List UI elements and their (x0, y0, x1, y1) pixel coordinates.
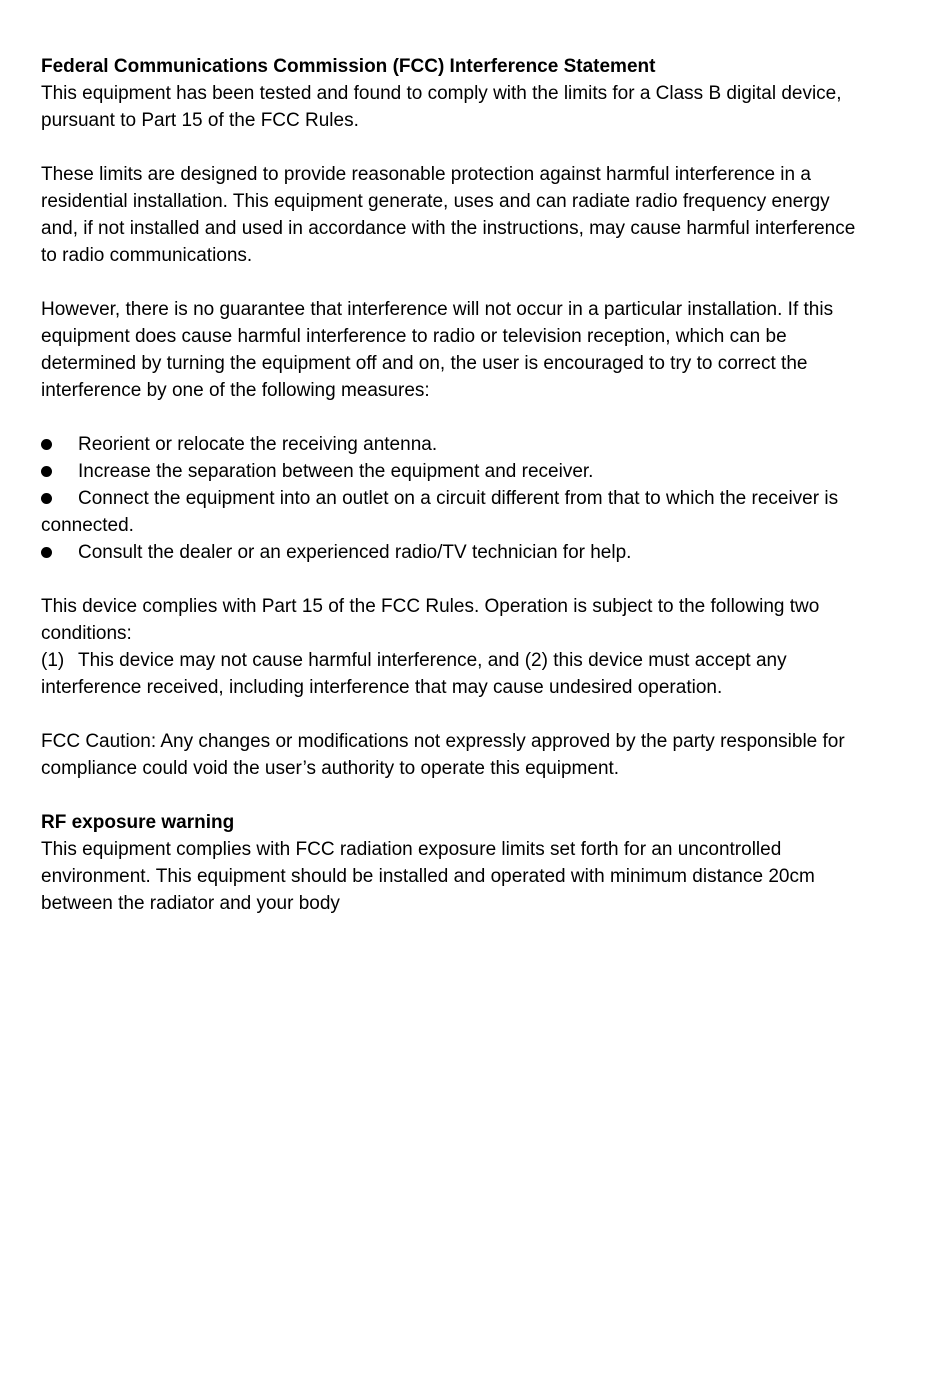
rf-exposure-heading: RF exposure warning (41, 812, 235, 833)
measure-text: Reorient or relocate the receiving antenna. (78, 434, 438, 455)
fcc-compliance-paragraph: This device complies with Part 15 of the FCC Rules. Operation is subject to the following two conditions: (41, 596, 820, 644)
fcc-condition-paragraph (41, 647, 861, 701)
list-item (41, 485, 861, 539)
spacer (41, 269, 861, 296)
bullet-icon (41, 493, 52, 504)
fcc-intro-paragraph: This equipment has been tested and found to comply with the limits for a Class B digital device, pursuant to Part 15 of the FCC Rules. (41, 83, 842, 131)
spacer (41, 134, 861, 161)
spacer (41, 566, 861, 593)
measure-text: Connect the equipment into an outlet on a circuit different from that to which the receiver is connected. (41, 488, 839, 536)
fcc-however-paragraph: However, there is no guarantee that interference will not occur in a particular installation. If this equipment does cause harmful interference to radio or television reception, which can be determined by turning the equipment off and on, the user is encouraged to try to correct the interference by one of the following measures: (41, 299, 834, 401)
bullet-icon (41, 439, 52, 450)
list-item (41, 539, 861, 566)
rf-exposure-paragraph: This equipment complies with FCC radiation exposure limits set forth for an uncontrolled environment. This equipment should be installed and operated with minimum distance 20cm between the radiator and your body (41, 839, 815, 914)
measure-text: Increase the separation between the equipment and receiver. (78, 461, 594, 482)
fcc-caution-paragraph: FCC Caution: Any changes or modifications not expressly approved by the party responsible for compliance could void the user’s authority to operate this equipment. (41, 731, 845, 779)
condition-number: (1) (41, 650, 65, 671)
list-item (41, 431, 861, 458)
spacer (41, 404, 861, 431)
condition-text: This device may not cause harmful interference, and (2) this device must accept any interference received, including interference that may cause undesired operation. (41, 650, 787, 698)
bullet-icon (41, 547, 52, 558)
spacer (41, 701, 861, 728)
measures-list (41, 431, 861, 566)
measure-text: Consult the dealer or an experienced radio/TV technician for help. (78, 542, 632, 563)
fcc-statement-heading: Federal Communications Commission (FCC) Interference Statement (41, 56, 656, 77)
fcc-limits-paragraph: These limits are designed to provide reasonable protection against harmful interference in a residential installation. This equipment generate, uses and can radiate radio frequency energy and, if not installed and used in accordance with the instructions, may cause harmful interference to radio communications. (41, 164, 856, 266)
list-item (41, 458, 861, 485)
document-page (41, 53, 861, 917)
spacer (41, 782, 861, 809)
bullet-icon (41, 466, 52, 477)
